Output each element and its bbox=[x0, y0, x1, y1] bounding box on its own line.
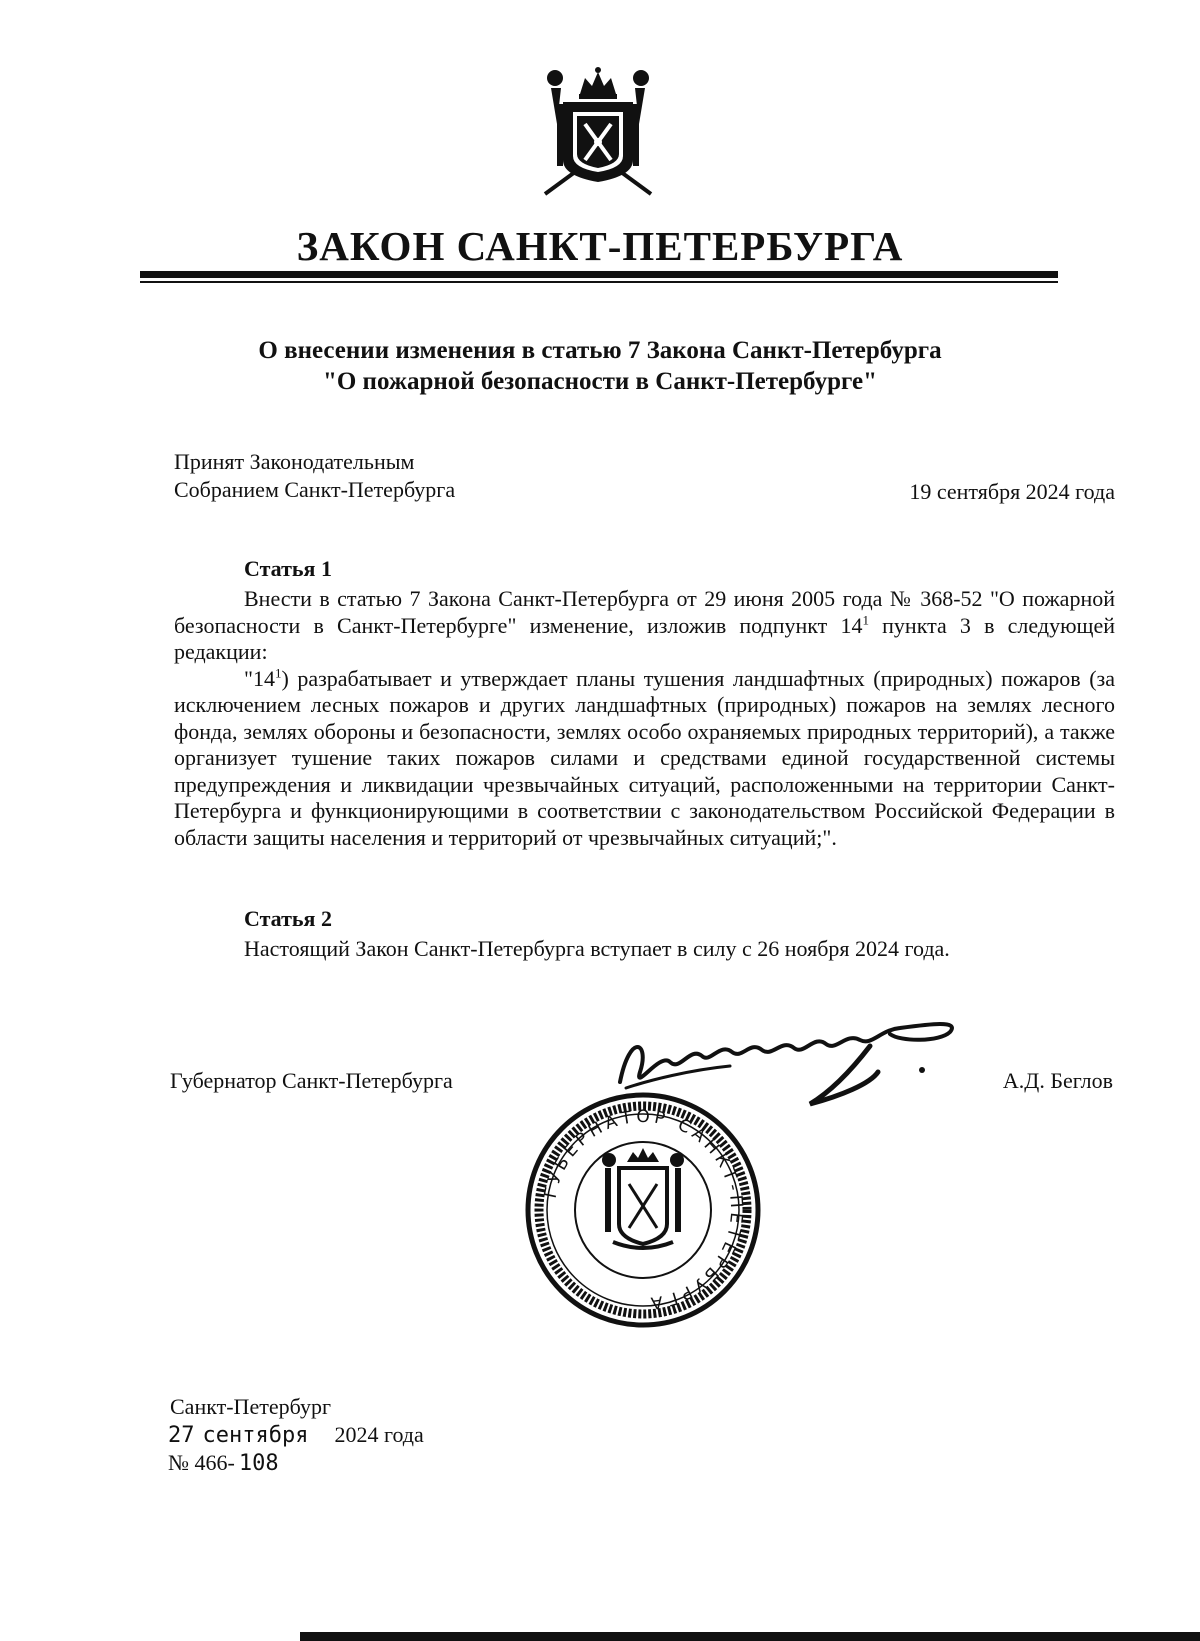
article-1-body bbox=[174, 586, 1115, 851]
governor-seal-stamp bbox=[525, 1092, 761, 1328]
article-2-body: Настоящий Закон Санкт-Петербурга вступает в силу с 26 ноября 2024 года. bbox=[244, 936, 950, 961]
adoption-date: 19 сентября 2024 года bbox=[909, 479, 1115, 504]
law-number bbox=[168, 1450, 279, 1476]
article-2-heading: Статья 2 bbox=[244, 906, 332, 931]
article-1-p1-text: Внести в статью 7 Закона Санкт-Петербурга от 29 июня 2005 года № 368-52 "О пожарной безопасности в Санкт-Петербурге" изменение, изложив подпункт 14 bbox=[174, 586, 1115, 638]
governor-title: Губернатор Санкт-Петербурга bbox=[170, 1068, 453, 1093]
superscript: 1 bbox=[274, 665, 282, 681]
superscript: 1 bbox=[862, 612, 869, 628]
adoption-body-line-1: Принят Законодательным bbox=[174, 449, 415, 474]
article-1-p2-text-start: "14 bbox=[244, 665, 275, 691]
law-number-suffix: 108 bbox=[238, 1451, 279, 1476]
seal-text: ГУБЕРНАТОР САНКТ-ПЕТЕРБУРГА bbox=[540, 1106, 747, 1314]
law-number-prefix: № 466- bbox=[168, 1450, 235, 1475]
article-1-paragraph-2 bbox=[174, 666, 1115, 852]
signing-date bbox=[168, 1422, 424, 1448]
law-title-line-1: О внесении изменения в статью 7 Закона Санкт-Петербурга bbox=[258, 337, 942, 364]
signing-city: Санкт-Петербург bbox=[170, 1394, 331, 1419]
article-1-p1-text-end: пункта 3 в следующей редакции: bbox=[174, 612, 1115, 664]
law-type-heading: ЗАКОН САНКТ-ПЕТЕРБУРГА bbox=[296, 223, 904, 269]
heading-rule-thin bbox=[140, 281, 1058, 283]
article-1-p2-text: ) разрабатывает и утверждает планы тушения ландшафтных (природных) пожаров (за исключением лесных пожаров и других ландшафтных (природных) пожаров на землях лесного фонда, землях обороны и безопасности, землях особо охраняемых природных территорий), а также организует тушение таких пожаров силами и средствами единой государственной системы предупреждения и ликвидации чрезвычайных ситуаций, расположенными на территории Санкт-Петербурга и функционирующими в соответствии с законодательством Российской Федерации в области защиты населения и территорий от чрезвычайных ситуаций;". bbox=[174, 665, 1115, 850]
signing-date-day: 27 bbox=[168, 1423, 195, 1448]
svg-text:ГУБЕРНАТОР САНКТ-ПЕТЕРБУРГА bbox=[541, 1107, 747, 1313]
signing-date-year: 2024 года bbox=[334, 1422, 424, 1447]
coat-of-arms-icon bbox=[535, 64, 661, 198]
heading-rule-thick bbox=[140, 271, 1058, 278]
scan-edge-bar bbox=[300, 1632, 1200, 1641]
law-title-line-2: "О пожарной безопасности в Санкт-Петербурге" bbox=[322, 368, 878, 395]
handwritten-signature-icon bbox=[610, 1012, 1000, 1112]
governor-name: А.Д. Беглов bbox=[1002, 1068, 1113, 1093]
article-1-heading: Статья 1 bbox=[244, 556, 332, 581]
signing-date-month: сентября bbox=[202, 1423, 309, 1448]
adoption-body-line-2: Собранием Санкт-Петербурга bbox=[174, 477, 456, 502]
article-1-paragraph-1 bbox=[174, 586, 1115, 666]
